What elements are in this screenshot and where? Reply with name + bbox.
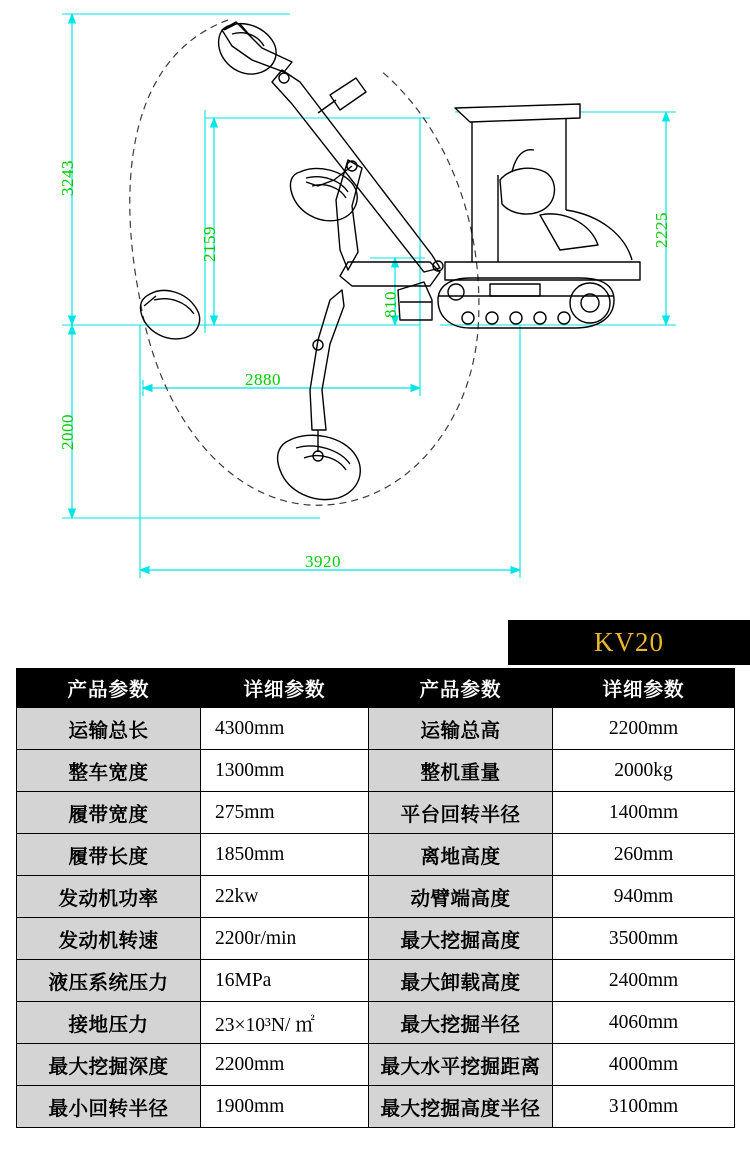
column-header-param-1: 产品参数 [17,669,201,708]
dimension-label-dump-reach: 2880 [245,370,281,389]
dimension-arrows [72,14,666,570]
spec-key-left: 液压系统压力 [17,960,201,1002]
spec-key-left: 整车宽度 [17,750,201,792]
spec-value-right: 1400mm [553,792,735,834]
spec-key-right: 整机重量 [369,750,553,792]
spec-key-left: 发动机功率 [17,876,201,918]
dimension-label-max-dig-depth: 2000 [58,414,77,450]
spec-value-right: 2000kg [553,750,735,792]
spec-key-right: 最大卸载高度 [369,960,553,1002]
table-row [17,1044,735,1086]
dimension-label-machine-height: 2225 [652,212,671,248]
spec-key-right: 离地高度 [369,834,553,876]
spec-key-right: 最大挖掘高度半径 [369,1086,553,1128]
table-row [17,1002,735,1044]
spec-key-right: 运输总高 [369,708,553,750]
spec-value-left: 23×10³N/ ㎡ [201,1002,369,1044]
table-row [17,918,735,960]
spec-key-right: 动臂端高度 [369,876,553,918]
spec-value-left: 22kw [201,876,369,918]
spec-key-left: 履带宽度 [17,792,201,834]
spec-value-right: 2200mm [553,708,735,750]
spec-key-right: 最大挖掘半径 [369,1002,553,1044]
spec-key-left: 接地压力 [17,1002,201,1044]
table-row [17,1086,735,1128]
column-header-param-2: 产品参数 [369,669,553,708]
table-header-row [17,669,735,708]
specification-section [0,608,750,1161]
spec-value-left: 275mm [201,792,369,834]
spec-key-right: 最大挖掘高度 [369,918,553,960]
spec-value-right: 3100mm [553,1086,735,1128]
spec-value-right: 4060mm [553,1002,735,1044]
spec-key-right: 平台回转半径 [369,792,553,834]
column-header-value-1: 详细参数 [201,669,369,708]
dimension-label-boom-end-height: 810 [381,291,400,318]
spec-value-right: 4000mm [553,1044,735,1086]
dimension-label-max-dig-radius: 3920 [305,552,341,571]
spec-value-right: 940mm [553,876,735,918]
column-header-value-2: 详细参数 [553,669,735,708]
table-row [17,750,735,792]
spec-value-left: 1850mm [201,834,369,876]
specification-table-body [17,708,735,1128]
dimension-label-max-dump-height: 2159 [200,226,219,262]
spec-key-left: 最大挖掘深度 [17,1044,201,1086]
spec-key-right: 最大水平挖掘距离 [369,1044,553,1086]
model-banner [508,620,750,665]
dimension-label-max-dig-height: 3243 [58,160,77,196]
spec-value-right: 3500mm [553,918,735,960]
model-name: KV20 [594,627,664,657]
spec-value-right: 2400mm [553,960,735,1002]
spec-key-left: 最小回转半径 [17,1086,201,1128]
table-row [17,876,735,918]
spec-key-left: 发动机转速 [17,918,201,960]
spec-value-left: 2200mm [201,1044,369,1086]
table-row [17,792,735,834]
table-row [17,834,735,876]
spec-value-right: 260mm [553,834,735,876]
table-row [17,708,735,750]
spec-value-left: 4300mm [201,708,369,750]
table-row [17,960,735,1002]
spec-value-left: 1300mm [201,750,369,792]
spec-key-left: 运输总长 [17,708,201,750]
spec-key-left: 履带长度 [17,834,201,876]
specification-table [16,668,735,1128]
spec-value-left: 2200r/min [201,918,369,960]
spec-value-left: 1900mm [201,1086,369,1128]
spec-value-left: 16MPa [201,960,369,1002]
